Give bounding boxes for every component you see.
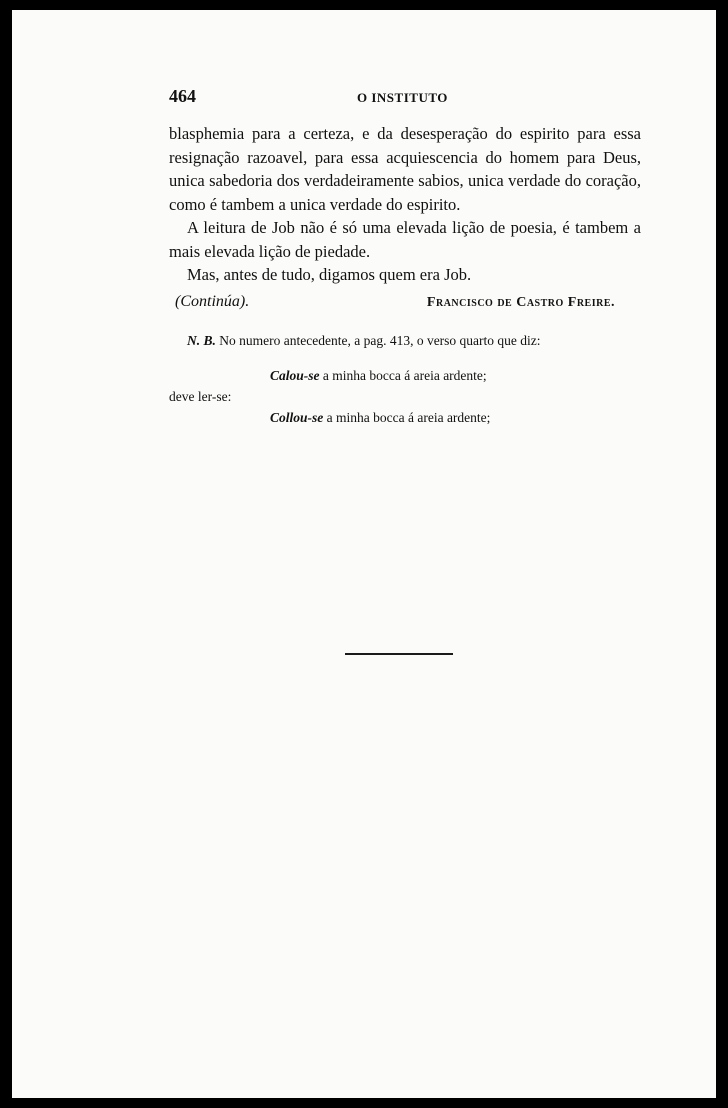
verse-corrected-rest: a minha bocca á areia ardente; [326,410,491,425]
verse-original [270,368,487,384]
paragraph-3: Mas, antes de tudo, digamos quem era Job. [187,265,472,284]
verse-original-word: Calou-se [270,368,320,383]
verse-corrected [270,410,490,426]
author-name: Francisco de Castro Freire. [426,295,615,310]
page-number: 464 [169,86,196,106]
page-header [169,86,629,110]
note-text: No numero antecedente, a pag. 413, o verso quarto que diz: [219,333,541,348]
body-text [169,122,641,287]
continua-label: (Continúa). [175,293,250,310]
running-title: O INSTITUTO [357,90,448,105]
correction-label: deve ler-se: [169,389,232,404]
erratum-note [187,333,627,349]
section-divider [345,653,453,655]
paragraph-2: A leitura de Job não é só uma elevada lição de poesia, é tambem a mais elevada lição de piedade. [169,218,641,261]
signature-row [175,293,615,315]
verse-original-rest: a minha bocca á areia ardente; [322,368,487,383]
verse-corrected-word: Collou-se [270,410,324,425]
nb-label: N. B. [187,333,216,348]
paragraph-1: blasphemia para a certeza, e da desesperação do espirito para essa resignação razoavel, para essa acquiescencia do homem para Deus, unica sabedoria dos verdadeiramente sabios, unica verdade do coração, como é tambem a unica verdade do espirito. [169,124,641,214]
page [12,10,716,1098]
